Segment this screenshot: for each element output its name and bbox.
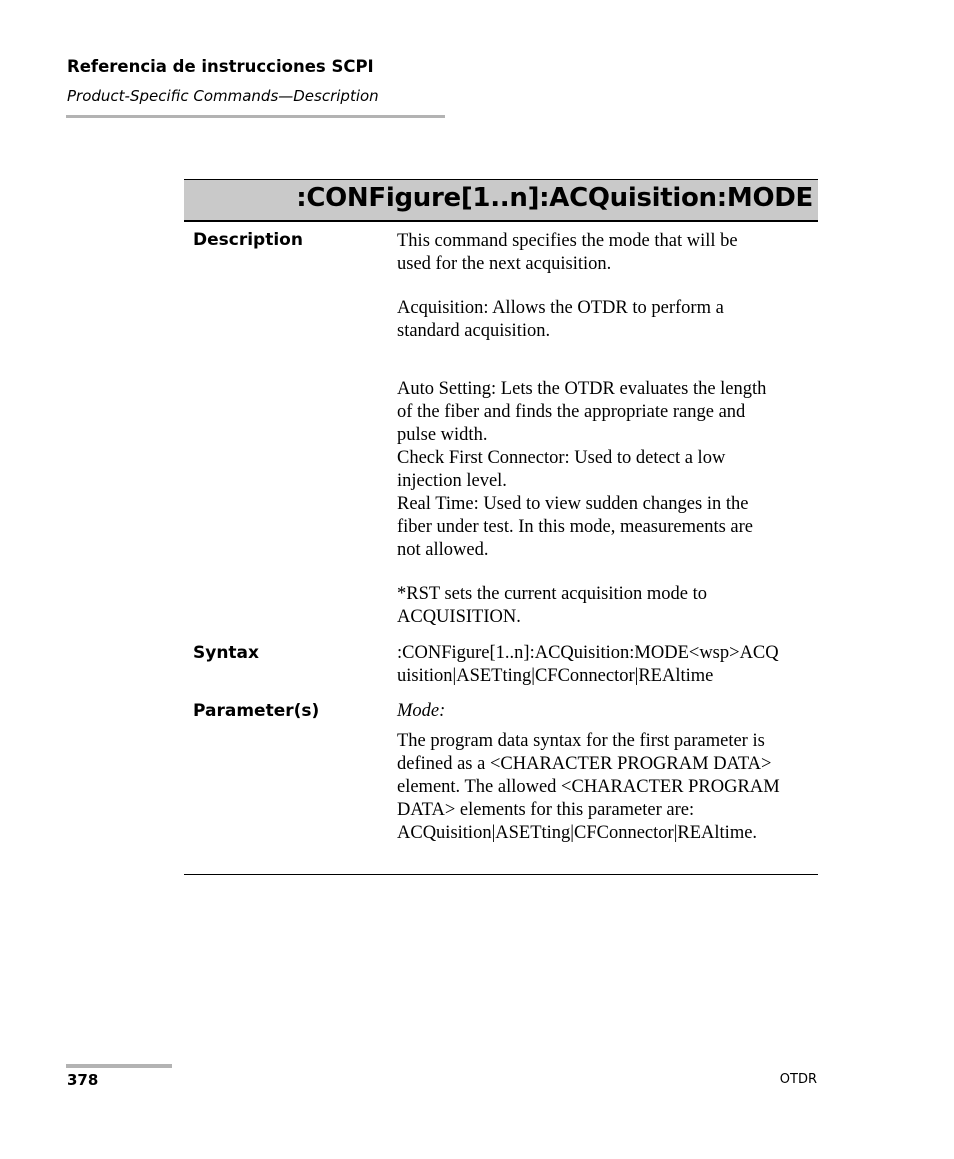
description-modes (397, 378, 821, 562)
description-line: Auto Setting: Lets the OTDR evaluates the length (397, 379, 767, 399)
page-number: 378 (67, 1071, 99, 1089)
parameters-label: Parameter(s) (193, 701, 320, 721)
description-acquisition (397, 297, 815, 343)
parameter-line: element. The allowed <CHARACTER PROGRAM (397, 777, 780, 797)
description-line: This command specifies the mode that will be (397, 231, 738, 251)
parameter-line: The program data syntax for the first parameter is (397, 731, 765, 751)
parameter-name: Mode: (397, 701, 446, 721)
syntax-label: Syntax (193, 643, 259, 663)
description-line: ACQUISITION. (397, 607, 521, 627)
parameter-line: ACQuisition|ASETting|CFConnector|REAltime. (397, 823, 758, 843)
description-line: fiber under test. In this mode, measurements are (397, 517, 754, 537)
description-line: pulse width. (397, 425, 488, 445)
parameters-text (397, 730, 821, 845)
description-rst (397, 583, 815, 629)
description-line: Check First Connector: Used to detect a low (397, 448, 726, 468)
parameter-line: DATA> elements for this parameter are: (397, 800, 695, 820)
description-label: Description (193, 230, 303, 250)
command-title-bar (184, 179, 818, 222)
footer-divider (66, 1064, 172, 1068)
table-end-rule (184, 874, 818, 875)
description-line: *RST sets the current acquisition mode to (397, 584, 708, 604)
description-line: Acquisition: Allows the OTDR to perform a (397, 298, 724, 318)
description-line: injection level. (397, 471, 507, 491)
syntax-text (397, 642, 821, 688)
description-line: not allowed. (397, 540, 489, 560)
description-line: used for the next acquisition. (397, 254, 612, 274)
description-line: Real Time: Used to view sudden changes in the (397, 494, 749, 514)
running-header-title: Referencia de instrucciones SCPI (67, 57, 374, 76)
command-name: :CONFigure[1..n]:ACQuisition:MODE (296, 183, 813, 213)
header-divider (66, 115, 445, 118)
syntax-line: uisition|ASETting|CFConnector|REAltime (397, 666, 714, 686)
parameter-line: defined as a <CHARACTER PROGRAM DATA> (397, 754, 772, 774)
running-header-subtitle: Product-Specific Commands—Description (67, 87, 379, 105)
syntax-line: :CONFigure[1..n]:ACQuisition:MODE<wsp>ACQ (397, 643, 779, 663)
description-line: of the fiber and finds the appropriate range and (397, 402, 746, 422)
product-name: OTDR (779, 1072, 817, 1087)
description-line: standard acquisition. (397, 321, 551, 341)
description-text (397, 230, 815, 276)
